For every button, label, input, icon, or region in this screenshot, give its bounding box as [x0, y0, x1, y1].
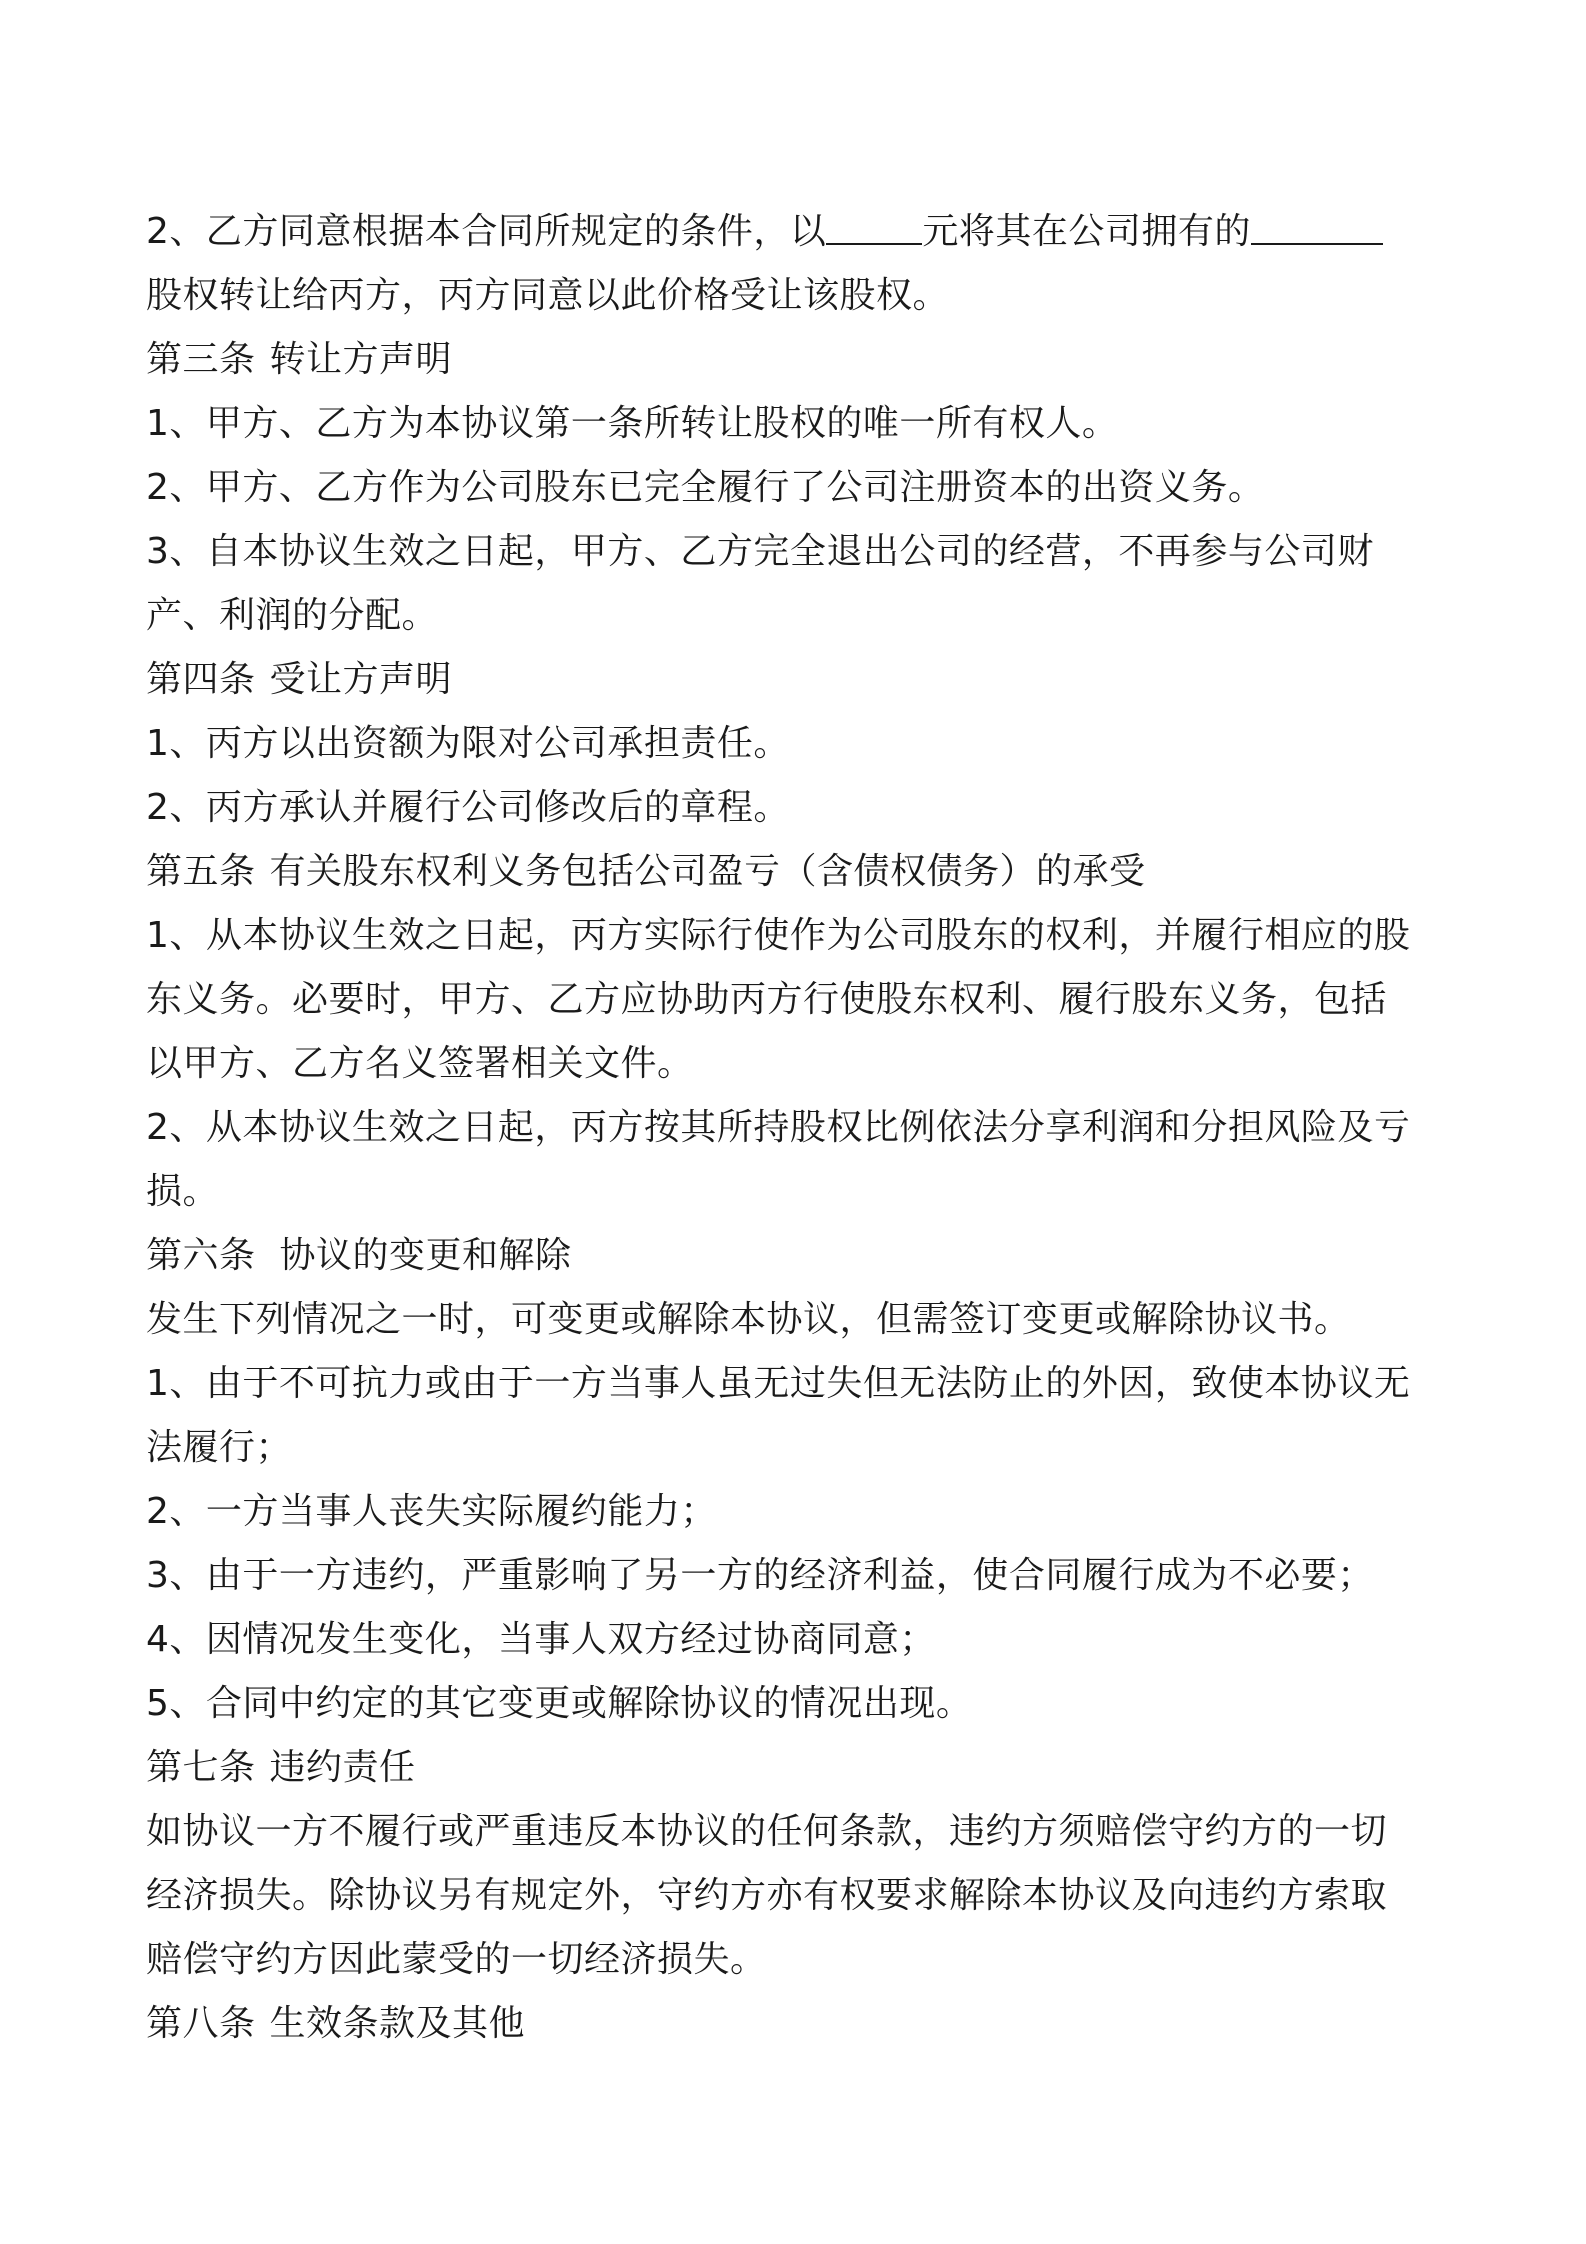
article-4-item-2: 2、丙方承认并履行公司修改后的章程。: [146, 787, 790, 828]
article-7-heading: 第七条 违约责任: [146, 1747, 416, 1788]
contract-body: [146, 200, 1456, 2056]
clause-2-transfer-cont: 股权转让给丙方，丙方同意以此价格受让该股权。: [146, 275, 950, 316]
article-3-item-3-cont: 产、利润的分配。: [146, 595, 439, 636]
article-5-item-1: 1、从本协议生效之日起，丙方实际行使作为公司股东的权利，并履行相应的股: [146, 915, 1411, 956]
article-6-item-1: 1、由于不可抗力或由于一方当事人虽无过失但无法防止的外因，致使本协议无: [146, 1363, 1411, 1404]
article-3-heading: 第三条 转让方声明: [146, 339, 453, 380]
article-6-item-4: 4、因情况发生变化，当事人双方经过协商同意；: [146, 1619, 936, 1660]
clause-text: 元将其在公司拥有的: [922, 211, 1251, 252]
article-4-item-1: 1、丙方以出资额为限对公司承担责任。: [146, 723, 790, 764]
article-7-text: 如协议一方不履行或严重违反本协议的任何条款，违约方须赔偿守约方的一切: [146, 1811, 1388, 1852]
article-6-item-3: 3、由于一方违约，严重影响了另一方的经济利益，使合同履行成为不必要；: [146, 1555, 1374, 1596]
article-5-heading: 第五条 有关股东权利义务包括公司盈亏（含债权债务）的承受: [146, 851, 1146, 892]
article-6-item-1-cont: 法履行；: [146, 1427, 293, 1468]
article-3-item-1: 1、甲方、乙方为本协议第一条所转让股权的唯一所有权人。: [146, 403, 1119, 444]
article-6-heading: 第六条 协议的变更和解除: [146, 1235, 572, 1276]
price-blank: [826, 203, 922, 245]
share-blank: [1251, 203, 1383, 245]
article-6-intro: 发生下列情况之一时，可变更或解除本协议，但需签订变更或解除协议书。: [146, 1299, 1351, 1340]
article-5-item-2: 2、从本协议生效之日起，丙方按其所持股权比例依法分享利润和分担风险及亏: [146, 1107, 1411, 1148]
article-7-text-cont: 经济损失。除协议另有规定外，守约方亦有权要求解除本协议及向违约方索取: [146, 1875, 1388, 1916]
clause-2-transfer: [146, 200, 1456, 264]
article-7-text-cont: 赔偿守约方因此蒙受的一切经济损失。: [146, 1939, 767, 1980]
article-6-item-5: 5、合同中约定的其它变更或解除协议的情况出现。: [146, 1683, 973, 1724]
article-3-item-2: 2、甲方、乙方作为公司股东已完全履行了公司注册资本的出资义务。: [146, 467, 1265, 508]
article-5-item-2-cont: 损。: [146, 1171, 220, 1212]
clause-text: 2、乙方同意根据本合同所规定的条件，以: [146, 211, 827, 252]
article-5-item-1-cont: 以甲方、乙方名义签署相关文件。: [146, 1043, 694, 1084]
article-3-item-3: 3、自本协议生效之日起，甲方、乙方完全退出公司的经营，不再参与公司财: [146, 531, 1374, 572]
article-5-item-1-cont: 东义务。必要时，甲方、乙方应协助丙方行使股东权利、履行股东义务，包括: [146, 979, 1388, 1020]
article-4-heading: 第四条 受让方声明: [146, 659, 453, 700]
article-6-item-2: 2、一方当事人丧失实际履约能力；: [146, 1491, 717, 1532]
article-8-heading: 第八条 生效条款及其他: [146, 2003, 526, 2044]
